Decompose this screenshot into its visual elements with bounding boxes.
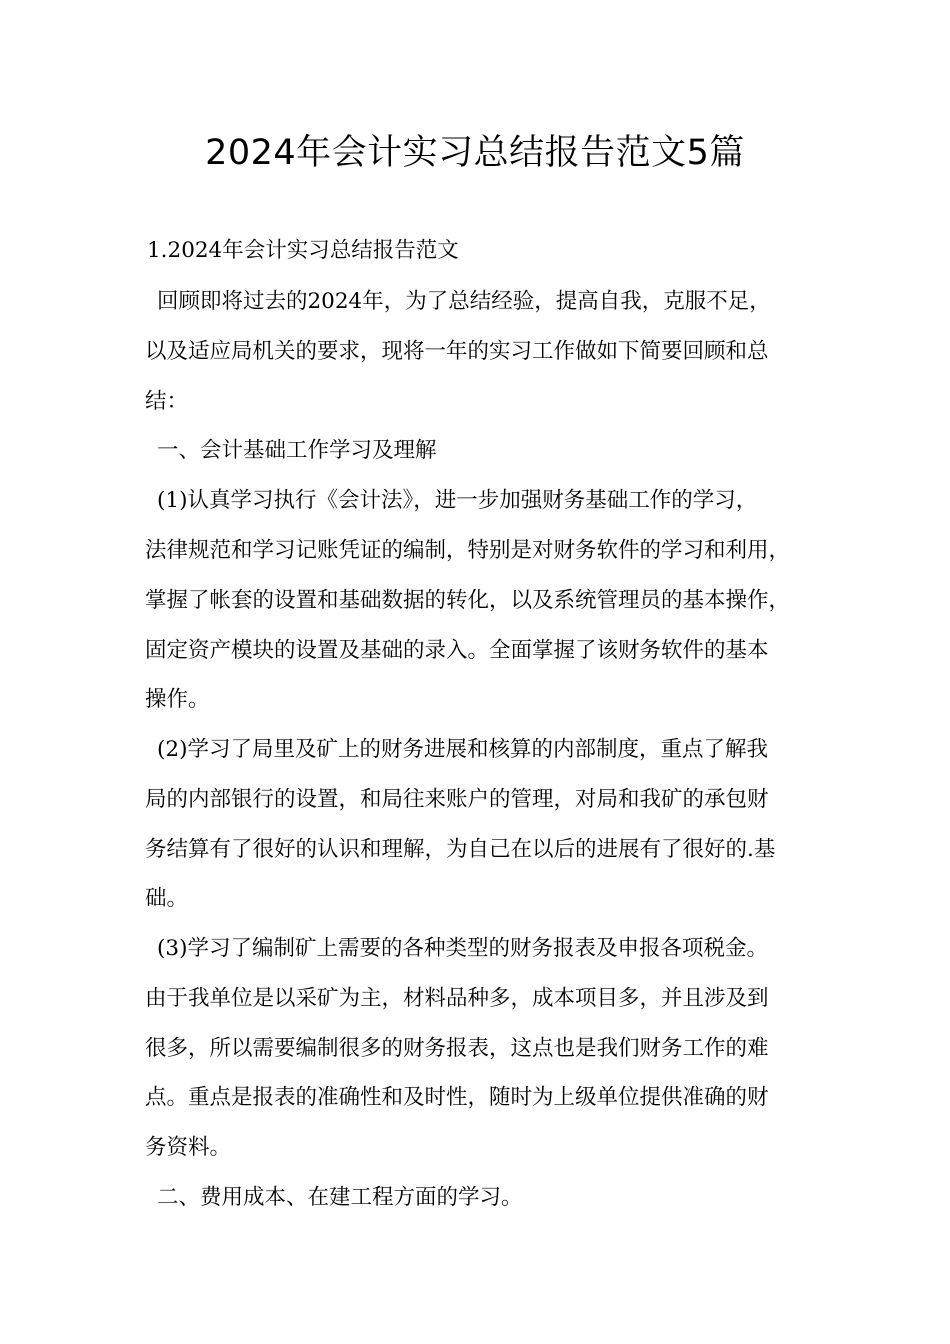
paragraph-line: 回顾即将过去的2024年，为了总结经验，提高自我，克服不足，	[157, 289, 771, 314]
paragraph-line: (3)学习了编制矿上需要的各种类型的财务报表及申报各项税金。	[157, 936, 768, 961]
paragraph-line: 法律规范和学习记账凭证的编制，特别是对财务软件的学习和利用，	[145, 538, 791, 563]
paragraph-line: 以及适应局机关的要求，现将一年的实习工作做如下简要回顾和总	[145, 339, 769, 364]
paragraph-line: 结：	[145, 389, 189, 414]
paragraph-line: 固定资产模块的设置及基础的录入。全面掌握了该财务软件的基本	[145, 638, 769, 663]
paragraph-line: (1)认真学习执行《会计法》，进一步加强财务基础工作的学习，	[157, 488, 758, 513]
section-subtitle: 1.2024年会计实习总结报告范文	[147, 238, 459, 263]
paragraph-line: 操作。	[145, 687, 210, 712]
paragraph-line: 务结算有了很好的认识和理解，为自己在以后的进展有了很好的.基	[145, 837, 776, 862]
section-heading: 一、会计基础工作学习及理解	[157, 438, 437, 463]
paragraph-line: 础。	[145, 886, 189, 911]
paragraph-line: 由于我单位是以采矿为主，材料品种多，成本项目多，并且涉及到	[145, 986, 769, 1011]
paragraph-line: 务资料。	[145, 1135, 232, 1160]
paragraph-line: (2)学习了局里及矿上的财务进展和核算的内部制度，重点了解我	[157, 737, 768, 762]
paragraph-line: 掌握了帐套的设置和基础数据的转化，以及系统管理员的基本操作，	[145, 588, 791, 613]
paragraph-line: 很多，所以需要编制很多的财务报表，这点也是我们财务工作的难	[145, 1036, 769, 1061]
paragraph-line: 点。重点是报表的准确性和及时性，随时为上级单位提供准确的财	[145, 1085, 769, 1110]
document-title: 2024年会计实习总结报告范文5篇	[205, 133, 745, 173]
paragraph-line: 局的内部银行的设置，和局往来账户的管理，对局和我矿的承包财	[145, 787, 769, 812]
section-heading: 二、费用成本、在建工程方面的学习。	[157, 1185, 523, 1210]
